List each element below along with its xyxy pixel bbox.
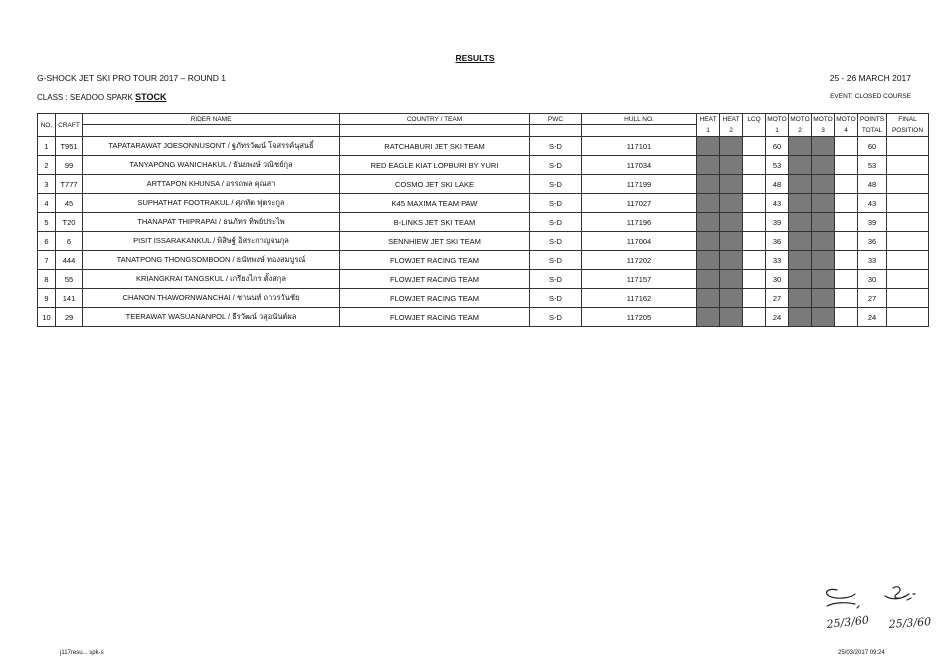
- col-moto1: MOTO: [766, 114, 789, 125]
- cell-moto3: [812, 213, 835, 232]
- col-no: NO.: [38, 114, 56, 137]
- col-moto3: MOTO: [812, 114, 835, 125]
- cell-team: RED EAGLE KIAT LOPBURI BY YURI: [340, 156, 530, 175]
- cell-lcq: [743, 156, 766, 175]
- cell-rider: TAPATARAWAT JOESONNUSONT / ฐภัทรวัฒน์ โจสรรค์นุสนธิ์: [83, 137, 340, 156]
- col-final: FINAL: [887, 114, 929, 125]
- cell-pwc: S-D: [530, 251, 582, 270]
- cell-heat2: [720, 175, 743, 194]
- cell-hull: 117205: [582, 308, 697, 327]
- cell-hull: 117199: [582, 175, 697, 194]
- cell-heat1: [697, 289, 720, 308]
- cell-final: [887, 137, 929, 156]
- cell-final: [887, 213, 929, 232]
- cell-craft: 444: [56, 251, 83, 270]
- cell-moto4: [835, 213, 858, 232]
- cell-heat2: [720, 270, 743, 289]
- event-name: G-SHOCK JET SKI PRO TOUR 2017 – ROUND 1: [37, 73, 226, 83]
- cell-team: COSMO JET SKI LAKE: [340, 175, 530, 194]
- cell-lcq: [743, 251, 766, 270]
- cell-moto4: [835, 156, 858, 175]
- cell-pwc: S-D: [530, 156, 582, 175]
- col-country-sub: [340, 125, 530, 137]
- cell-no: 5: [38, 213, 56, 232]
- cell-moto4: [835, 308, 858, 327]
- cell-points: 33: [858, 251, 887, 270]
- class-prefix: CLASS : SEADOO SPARK: [37, 93, 136, 102]
- cell-team: FLOWJET RACING TEAM: [340, 308, 530, 327]
- cell-pwc: S-D: [530, 175, 582, 194]
- cell-craft: 6: [56, 232, 83, 251]
- cell-heat2: [720, 213, 743, 232]
- cell-final: [887, 232, 929, 251]
- cell-heat2: [720, 308, 743, 327]
- cell-heat2: [720, 232, 743, 251]
- cell-rider: PISIT ISSARAKANKUL / พิสิษฐ์ อิสระกาญจนกุล: [83, 232, 340, 251]
- col-moto4-sub: 4: [835, 125, 858, 137]
- cell-final: [887, 194, 929, 213]
- cell-moto3: [812, 270, 835, 289]
- cell-no: 7: [38, 251, 56, 270]
- event-dates: 25 - 26 MARCH 2017: [829, 73, 911, 83]
- cell-no: 4: [38, 194, 56, 213]
- cell-craft: 29: [56, 308, 83, 327]
- cell-moto4: [835, 251, 858, 270]
- cell-no: 3: [38, 175, 56, 194]
- cell-points: 43: [858, 194, 887, 213]
- col-pwc: PWC: [530, 114, 582, 125]
- cell-points: 24: [858, 308, 887, 327]
- cell-heat1: [697, 156, 720, 175]
- cell-hull: 117196: [582, 213, 697, 232]
- table-row: [38, 289, 929, 308]
- cell-moto4: [835, 137, 858, 156]
- col-moto1-sub: 1: [766, 125, 789, 137]
- cell-no: 10: [38, 308, 56, 327]
- cell-moto2: [789, 289, 812, 308]
- cell-hull: 117202: [582, 251, 697, 270]
- cell-heat2: [720, 251, 743, 270]
- col-country: COUNTRY / TEAM: [340, 114, 530, 125]
- cell-heat1: [697, 308, 720, 327]
- cell-heat1: [697, 137, 720, 156]
- cell-final: [887, 270, 929, 289]
- cell-points: 39: [858, 213, 887, 232]
- col-rider: RIDER NAME: [83, 114, 340, 125]
- results-title: RESULTS: [455, 53, 495, 63]
- cell-rider: THANAPAT THIPRAPAI / ธนภัทร ทิพย์ประไพ: [83, 213, 340, 232]
- col-points-sub: TOTAL: [858, 125, 887, 137]
- cell-moto3: [812, 194, 835, 213]
- cell-moto4: [835, 289, 858, 308]
- cell-rider: KRIANGKRAI TANGSKUL / เกรียงไกร ตั้งสกุล: [83, 270, 340, 289]
- table-row: [38, 232, 929, 251]
- cell-lcq: [743, 232, 766, 251]
- cell-pwc: S-D: [530, 232, 582, 251]
- cell-moto4: [835, 270, 858, 289]
- cell-team: FLOWJET RACING TEAM: [340, 270, 530, 289]
- cell-moto3: [812, 232, 835, 251]
- cell-heat2: [720, 289, 743, 308]
- signature-date-1: 25/3/60: [825, 613, 870, 631]
- cell-lcq: [743, 194, 766, 213]
- cell-hull: 117004: [582, 232, 697, 251]
- cell-moto2: [789, 194, 812, 213]
- col-heat1-sub: 1: [697, 125, 720, 137]
- cell-moto1: 24: [766, 308, 789, 327]
- results-table: [37, 113, 929, 327]
- cell-moto3: [812, 175, 835, 194]
- col-hull: HULL NO.: [582, 114, 697, 125]
- cell-pwc: S-D: [530, 308, 582, 327]
- cell-team: FLOWJET RACING TEAM: [340, 251, 530, 270]
- cell-pwc: S-D: [530, 270, 582, 289]
- cell-points: 48: [858, 175, 887, 194]
- cell-lcq: [743, 270, 766, 289]
- footer-timestamp: 25/03/2017 09:24: [838, 650, 885, 656]
- cell-moto2: [789, 308, 812, 327]
- col-heat1: HEAT: [697, 114, 720, 125]
- cell-team: FLOWJET RACING TEAM: [340, 289, 530, 308]
- cell-final: [887, 251, 929, 270]
- cell-heat1: [697, 213, 720, 232]
- col-moto2: MOTO: [789, 114, 812, 125]
- table-row: [38, 194, 929, 213]
- cell-rider: ARTTAPON KHUNSA / อรรถพล คุณสา: [83, 175, 340, 194]
- table-row: [38, 137, 929, 156]
- cell-pwc: S-D: [530, 289, 582, 308]
- table-row: [38, 156, 929, 175]
- cell-craft: T777: [56, 175, 83, 194]
- cell-moto1: 48: [766, 175, 789, 194]
- official-signatures: [815, 580, 935, 640]
- cell-no: 1: [38, 137, 56, 156]
- event-type: EVENT: CLOSED COURSE: [830, 93, 911, 100]
- cell-hull: 117101: [582, 137, 697, 156]
- cell-rider: TANYAPONG WANICHAKUL / ธันยพงษ์ วณิชย์กุล: [83, 156, 340, 175]
- cell-moto1: 53: [766, 156, 789, 175]
- cell-pwc: S-D: [530, 213, 582, 232]
- cell-team: RATCHABURI JET SKI TEAM: [340, 137, 530, 156]
- cell-no: 8: [38, 270, 56, 289]
- cell-moto3: [812, 156, 835, 175]
- table-row: [38, 251, 929, 270]
- cell-points: 60: [858, 137, 887, 156]
- cell-team: SENNHIEW JET SKI TEAM: [340, 232, 530, 251]
- cell-final: [887, 308, 929, 327]
- col-lcq: LCQ: [743, 114, 766, 125]
- col-lcq-sub: [743, 125, 766, 137]
- cell-rider: TANATPONG THONGSOMBOON / ธนัทพงษ์ ทองสมบูรณ์: [83, 251, 340, 270]
- cell-final: [887, 156, 929, 175]
- table-row: [38, 308, 929, 327]
- cell-craft: 45: [56, 194, 83, 213]
- cell-moto1: 27: [766, 289, 789, 308]
- col-points: POINTS: [858, 114, 887, 125]
- cell-points: 30: [858, 270, 887, 289]
- cell-team: K45 MAXIMA TEAM PAW: [340, 194, 530, 213]
- cell-moto2: [789, 156, 812, 175]
- cell-rider: CHANON THAWORNWANCHAI / ชานนท์ ถาวรวันชัย: [83, 289, 340, 308]
- cell-heat1: [697, 232, 720, 251]
- col-pwc-sub: [530, 125, 582, 137]
- cell-moto1: 43: [766, 194, 789, 213]
- cell-hull: 117157: [582, 270, 697, 289]
- cell-final: [887, 289, 929, 308]
- cell-no: 9: [38, 289, 56, 308]
- cell-team: B-LINKS JET SKI TEAM: [340, 213, 530, 232]
- cell-pwc: S-D: [530, 194, 582, 213]
- col-rider-sub: [83, 125, 340, 137]
- cell-heat1: [697, 194, 720, 213]
- cell-lcq: [743, 213, 766, 232]
- cell-heat1: [697, 270, 720, 289]
- cell-heat1: [697, 251, 720, 270]
- cell-craft: 55: [56, 270, 83, 289]
- cell-final: [887, 175, 929, 194]
- cell-moto1: 39: [766, 213, 789, 232]
- class-stock: STOCK: [135, 92, 167, 102]
- cell-craft: T951: [56, 137, 83, 156]
- col-moto2-sub: 2: [789, 125, 812, 137]
- cell-moto4: [835, 232, 858, 251]
- cell-hull: 117034: [582, 156, 697, 175]
- cell-rider: SUPHATHAT FOOTRAKUL / ศุภทัต ฟุตระกูล: [83, 194, 340, 213]
- cell-moto3: [812, 251, 835, 270]
- cell-no: 6: [38, 232, 56, 251]
- cell-moto2: [789, 232, 812, 251]
- cell-hull: 117027: [582, 194, 697, 213]
- cell-pwc: S-D: [530, 137, 582, 156]
- cell-hull: 117162: [582, 289, 697, 308]
- cell-craft: T20: [56, 213, 83, 232]
- cell-lcq: [743, 308, 766, 327]
- table-row: [38, 213, 929, 232]
- cell-moto3: [812, 308, 835, 327]
- col-hull-sub: [582, 125, 697, 137]
- cell-moto2: [789, 175, 812, 194]
- cell-no: 2: [38, 156, 56, 175]
- cell-lcq: [743, 137, 766, 156]
- cell-rider: TEERAWAT WASUANANPOL / ธีรวัฒน์ วสุอนันต์ผล: [83, 308, 340, 327]
- cell-moto1: 60: [766, 137, 789, 156]
- cell-heat2: [720, 137, 743, 156]
- col-heat2: HEAT: [720, 114, 743, 125]
- cell-moto1: 36: [766, 232, 789, 251]
- cell-moto2: [789, 251, 812, 270]
- cell-points: 27: [858, 289, 887, 308]
- col-craft: CRAFT: [56, 114, 83, 137]
- footer-file: j117resu... spk-s: [60, 650, 104, 656]
- col-final-sub: POSITION: [887, 125, 929, 137]
- cell-moto2: [789, 213, 812, 232]
- cell-lcq: [743, 289, 766, 308]
- signature-date-2: 25/3/60: [888, 615, 932, 631]
- col-moto4: MOTO: [835, 114, 858, 125]
- cell-heat2: [720, 156, 743, 175]
- cell-lcq: [743, 175, 766, 194]
- table-row: [38, 270, 929, 289]
- cell-moto1: 30: [766, 270, 789, 289]
- cell-craft: 99: [56, 156, 83, 175]
- cell-moto3: [812, 137, 835, 156]
- col-moto3-sub: 3: [812, 125, 835, 137]
- cell-heat2: [720, 194, 743, 213]
- class-label: [37, 92, 166, 102]
- cell-points: 36: [858, 232, 887, 251]
- cell-heat1: [697, 175, 720, 194]
- cell-moto2: [789, 270, 812, 289]
- cell-moto1: 33: [766, 251, 789, 270]
- cell-craft: 141: [56, 289, 83, 308]
- cell-moto3: [812, 289, 835, 308]
- cell-moto2: [789, 137, 812, 156]
- table-row: [38, 175, 929, 194]
- cell-moto4: [835, 175, 858, 194]
- cell-points: 53: [858, 156, 887, 175]
- cell-moto4: [835, 194, 858, 213]
- col-heat2-sub: 2: [720, 125, 743, 137]
